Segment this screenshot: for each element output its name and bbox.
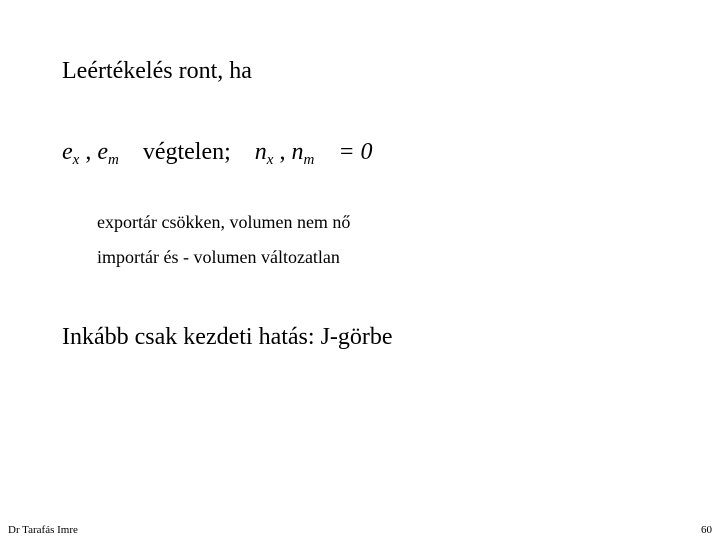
footer-author: Dr Tarafás Imre [8,524,78,536]
formula-e-x: $e_x$ [62,139,80,168]
formula-separator-2: , [279,139,286,165]
formula-separator: , [85,139,92,165]
formula-word: végtelen; [142,139,231,165]
condition-formula [62,139,373,166]
summary-line: Inkább csak kezdeti hatás: J-görbe [62,324,393,350]
formula-e-m: $e_m$ [97,139,119,168]
bullet-line-export: exportár csökken, volumen nem nő [97,212,351,232]
slide-heading: Leértékelés ront, ha [62,58,252,84]
formula-n-m: $n_m$ [291,139,315,168]
formula-n-x: $n_x$ [254,139,274,168]
footer-page-number: 60 [701,524,712,536]
bullet-line-import: importár és - volumen változatlan [97,247,340,267]
formula-equals-zero: = 0 [338,139,373,165]
